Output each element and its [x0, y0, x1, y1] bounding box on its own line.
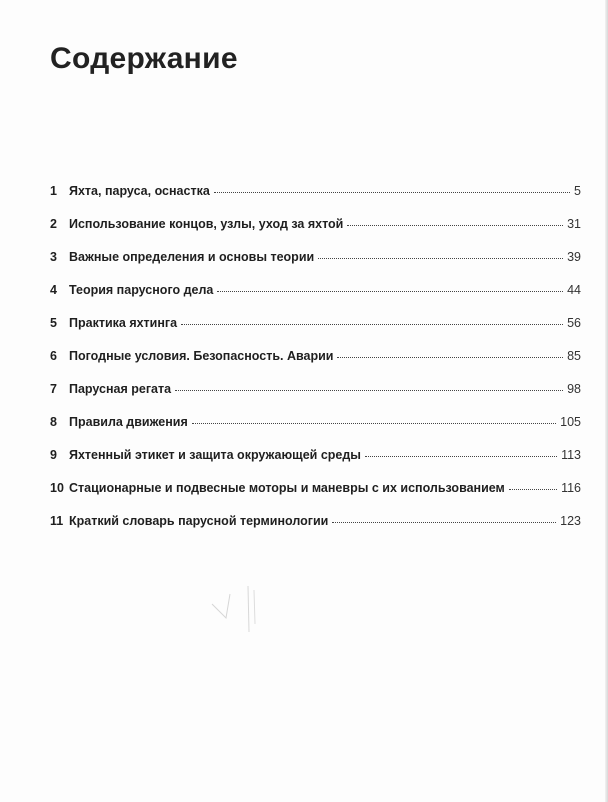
dot-leader — [365, 455, 557, 457]
toc-entry-title: Практика яхтинга — [69, 316, 178, 330]
toc-entry-number: 9 — [50, 448, 57, 462]
toc-entry-number: 8 — [50, 415, 57, 429]
dot-leader — [347, 224, 563, 226]
toc-entry — [50, 283, 581, 316]
toc-entry-page: 123 — [560, 514, 581, 528]
toc-entry — [50, 382, 581, 415]
toc-entry-page: 116 — [561, 481, 581, 495]
page-title: Содержание — [50, 42, 238, 75]
toc-entry-title: Яхтенный этикет и защита окружающей среды — [69, 448, 361, 462]
toc-entry — [50, 481, 581, 514]
toc-entry-title: Теория парусного дела — [69, 283, 214, 297]
toc-entry-page: 85 — [567, 349, 581, 363]
toc-entry-title: Использование концов, узлы, уход за яхтой — [69, 217, 344, 231]
dot-leader — [509, 488, 557, 490]
toc-entry — [50, 448, 581, 481]
toc-entry — [50, 316, 581, 349]
pencil-mark — [208, 584, 268, 634]
toc-entry-number: 4 — [50, 283, 57, 297]
toc-entry-title: Правила движения — [69, 415, 188, 429]
toc-entry-number: 5 — [50, 316, 57, 330]
toc-entry-number: 1 — [50, 184, 57, 198]
toc-entry — [50, 250, 581, 283]
toc-entry-page: 44 — [567, 283, 581, 297]
toc-entry-number: 10 — [50, 481, 64, 495]
toc-entry-number: 11 — [50, 514, 64, 528]
dot-leader — [337, 356, 563, 358]
toc-entry — [50, 184, 581, 217]
toc-entry-title: Парусная регата — [69, 382, 172, 396]
toc-entry-page: 56 — [567, 316, 581, 330]
dot-leader — [214, 191, 570, 193]
toc-entry — [50, 415, 581, 448]
toc-entry-number: 2 — [50, 217, 57, 231]
toc-entry-page: 105 — [560, 415, 581, 429]
toc-entry-page: 98 — [567, 382, 581, 396]
toc-entry-title: Краткий словарь парусной терминологии — [69, 514, 329, 528]
toc-entry-page: 31 — [567, 217, 581, 231]
toc-entry-page: 113 — [561, 448, 581, 462]
toc-entry — [50, 349, 581, 382]
toc-entry-title: Погодные условия. Безопасность. Аварии — [69, 349, 334, 363]
dot-leader — [332, 521, 556, 523]
toc-entry-number: 3 — [50, 250, 57, 264]
toc-entry-title: Важные определения и основы теории — [69, 250, 315, 264]
toc-entry — [50, 514, 581, 547]
toc-entry-page: 5 — [574, 184, 581, 198]
toc-entry-title: Стационарные и подвесные моторы и маневры с их использованием — [69, 481, 505, 495]
toc-entry — [50, 217, 581, 250]
toc-entry-title: Яхта, паруса, оснастка — [69, 184, 210, 198]
dot-leader — [181, 323, 563, 325]
dot-leader — [192, 422, 556, 424]
toc-entry-page: 39 — [567, 250, 581, 264]
table-of-contents — [50, 184, 581, 547]
dot-leader — [318, 257, 563, 259]
dot-leader — [175, 389, 563, 391]
toc-entry-number: 7 — [50, 382, 57, 396]
dot-leader — [217, 290, 563, 292]
toc-entry-number: 6 — [50, 349, 57, 363]
